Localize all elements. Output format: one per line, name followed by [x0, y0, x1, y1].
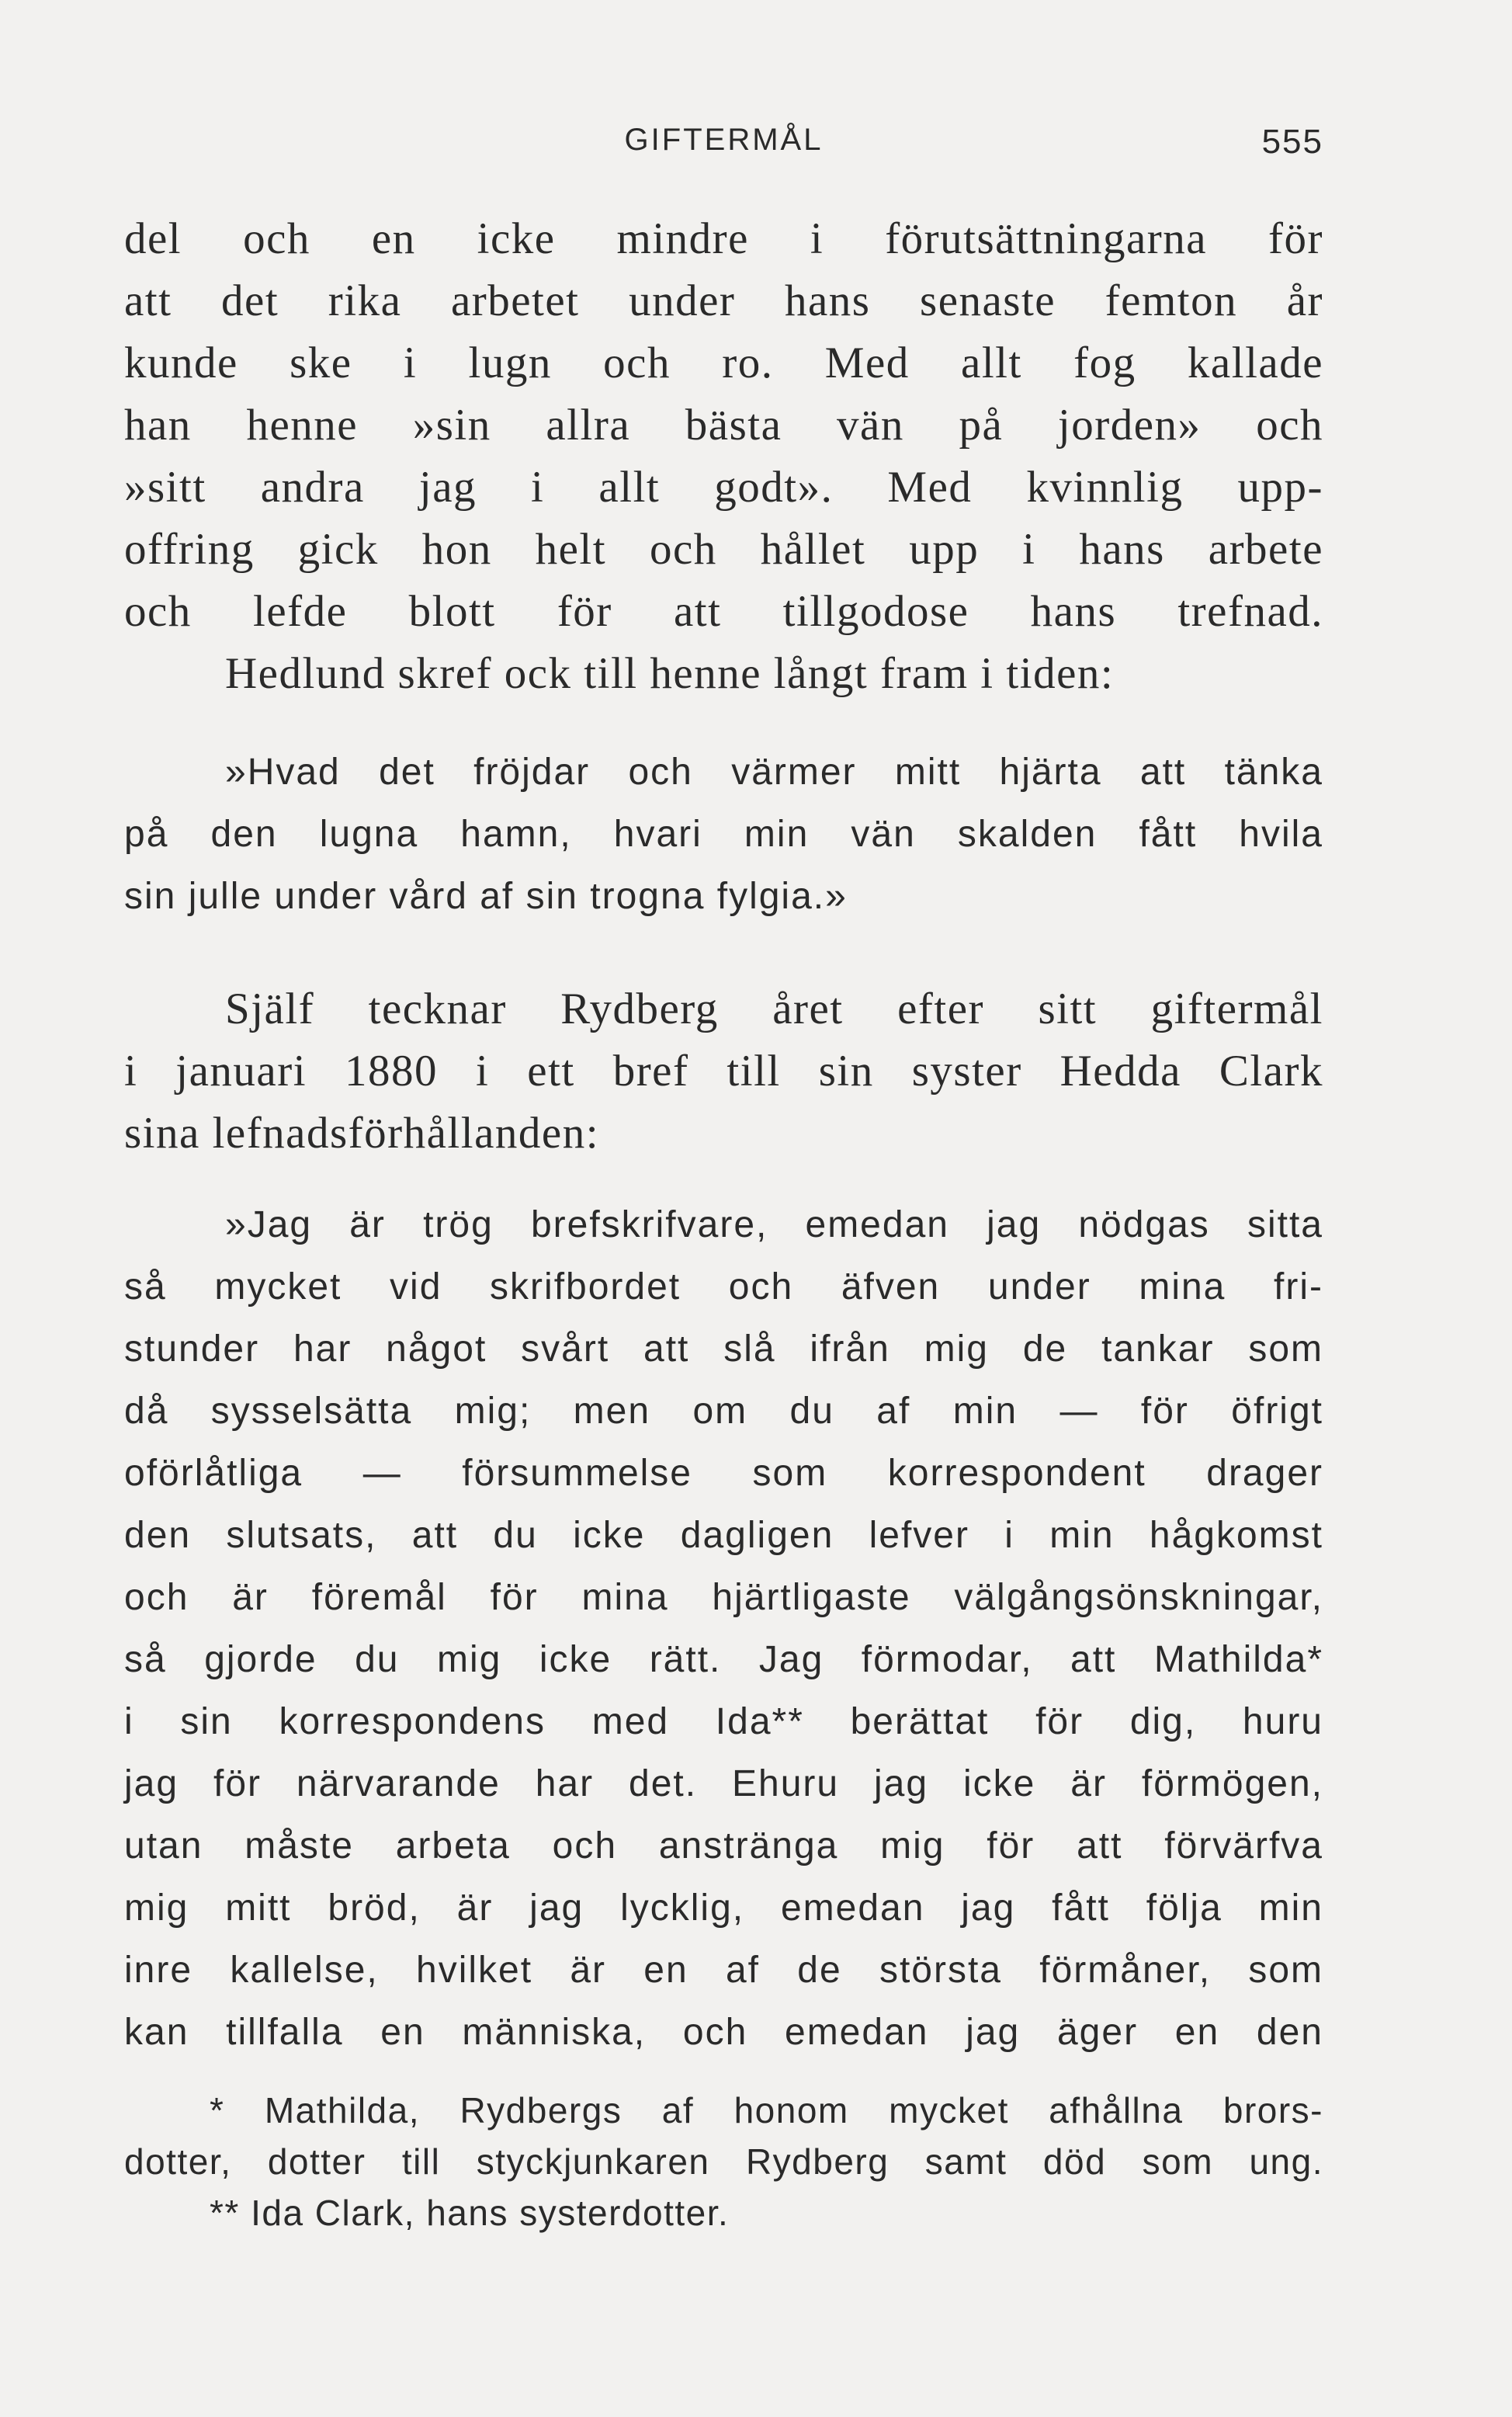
footnotes — [124, 2085, 1323, 2238]
text-line: jag för närvarande har det. Ehuru jag icke är förmögen, — [124, 1763, 1323, 1804]
text-line: sina lefnadsförhållanden: — [124, 1109, 600, 1158]
page-number: 555 — [1261, 123, 1323, 161]
quote-1 — [124, 741, 1323, 928]
text-line: då sysselsätta mig; men om du af min — för öfrigt — [124, 1391, 1323, 1432]
text-line: offring gick hon helt och hållet upp i hans arbete — [124, 525, 1323, 574]
text-line: i sin korrespondens med Ida** berättat för dig, huru — [124, 1701, 1323, 1742]
text-line: oförlåtliga — försummelse som korrespondent drager — [124, 1453, 1323, 1494]
text-line: Hedlund skref ock till henne långt fram i tiden: — [225, 649, 1115, 698]
paragraph-2 — [124, 978, 1323, 1165]
text-line: sin julle under vård af sin trogna fylgia.» — [124, 876, 848, 917]
footnote-line: * Mathilda, Rydbergs af honom mycket afhållna brors- — [210, 2090, 1323, 2131]
text-line: inre kallelse, hvilket är en af de största förmåner, som — [124, 1950, 1323, 1991]
text-line: på den lugna hamn, hvari min vän skalden fått hvila — [124, 814, 1323, 855]
footnote-line: ** Ida Clark, hans systerdotter. — [210, 2193, 730, 2233]
text-line: den slutsats, att du icke dagligen lefver i min hågkomst — [124, 1515, 1323, 1556]
text-line: han henne »sin allra bästa vän på jorden» och — [124, 401, 1323, 450]
text-line: så gjorde du mig icke rätt. Jag förmodar, att Mathilda* — [124, 1639, 1323, 1680]
quote-2 — [124, 1194, 1323, 2064]
text-line: kan tillfalla en människa, och emedan jag äger en den — [124, 2012, 1323, 2053]
text-line: så mycket vid skrifbordet och äfven under mina fri- — [124, 1266, 1323, 1307]
text-line: Själf tecknar Rydberg året efter sitt giftermål — [225, 985, 1323, 1033]
text-line: att det rika arbetet under hans senaste femton år — [124, 276, 1323, 325]
running-head: GIFTERMÅL — [624, 123, 824, 157]
text-line: »Hvad det fröjdar och värmer mitt hjärta att tänka — [225, 752, 1323, 793]
text-line: i januari 1880 i ett bref till sin syster Hedda Clark — [124, 1047, 1323, 1096]
text-line: stunder har något svårt att slå ifrån mig de tankar som — [124, 1328, 1323, 1370]
text-line: utan måste arbeta och anstränga mig för att förvärfva — [124, 1825, 1323, 1867]
text-line: »sitt andra jag i allt godt». Med kvinnlig upp- — [124, 463, 1323, 512]
text-line: mig mitt bröd, är jag lycklig, emedan jag fått följa min — [124, 1887, 1323, 1929]
text-line: och lefde blott för att tillgodose hans trefnad. — [124, 587, 1323, 636]
text-line: del och en icke mindre i förutsättningarna för — [124, 214, 1323, 263]
page-header — [124, 123, 1323, 169]
text-line: »Jag är trög brefskrifvare, emedan jag nödgas sitta — [225, 1204, 1323, 1245]
text-line: och är föremål för mina hjärtligaste välgångsönskningar, — [124, 1577, 1323, 1618]
footnote-line: dotter, dotter till styckjunkaren Rydberg samt död som ung. — [124, 2141, 1323, 2182]
text-line: kunde ske i lugn och ro. Med allt fog kallade — [124, 339, 1323, 387]
paragraph-1 — [124, 208, 1323, 705]
